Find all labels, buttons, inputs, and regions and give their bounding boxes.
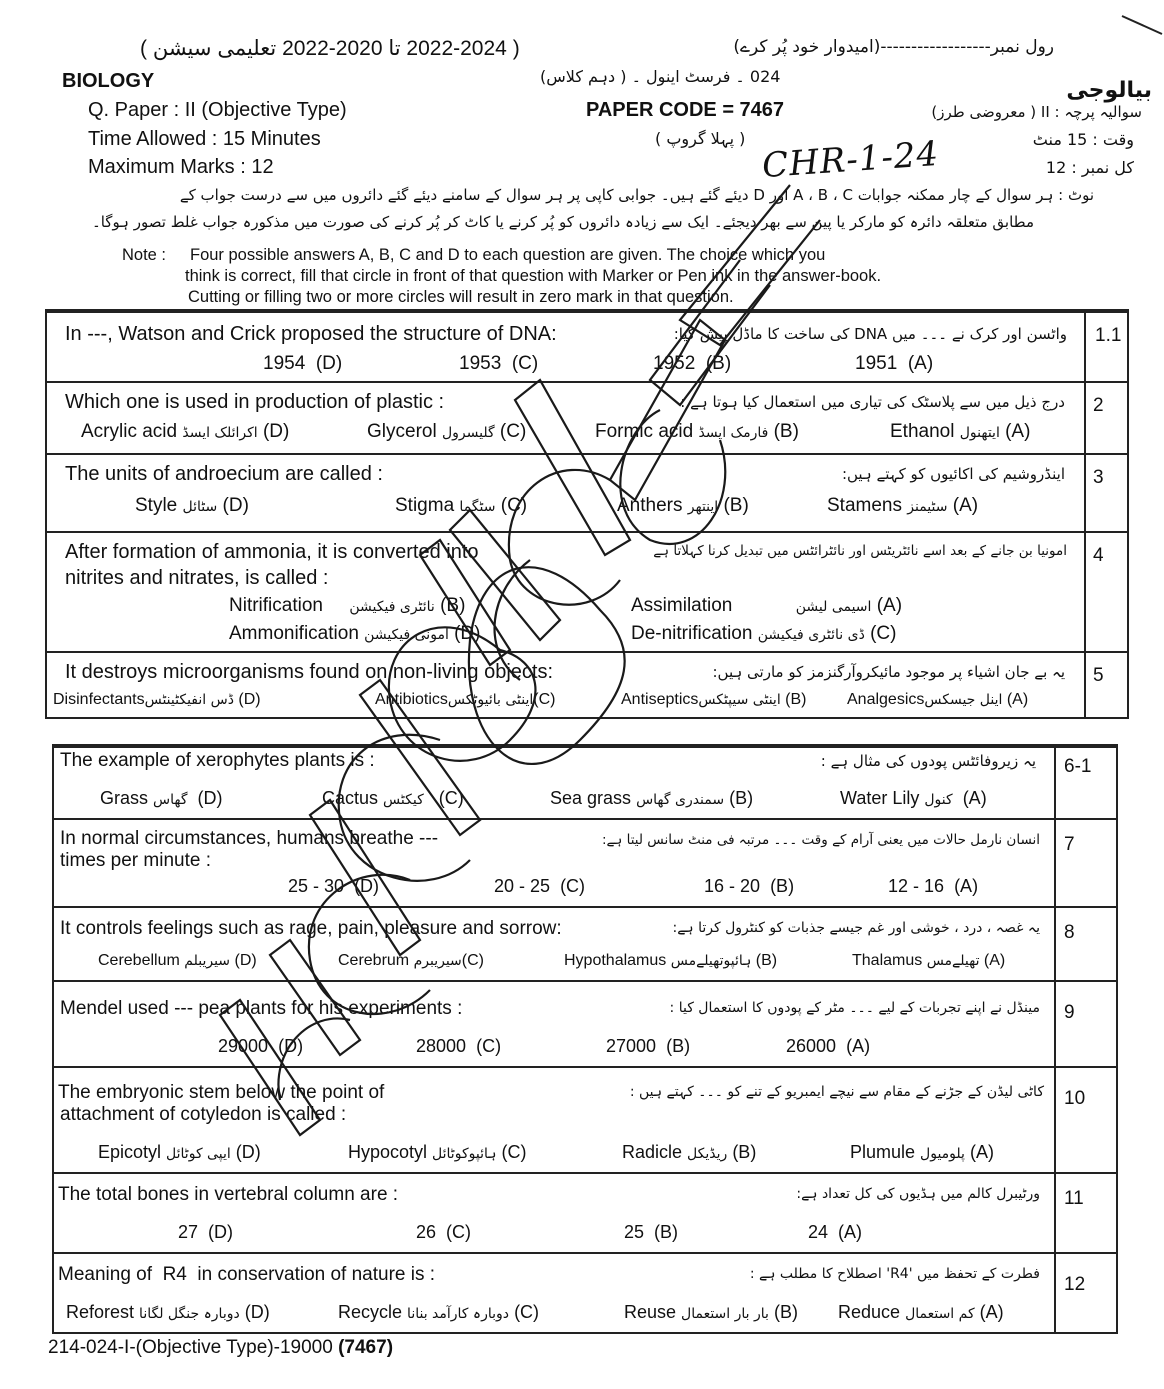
option-b[interactable] — [624, 1302, 798, 1323]
question-text-en: It controls feelings such as rage, pain, pleasure and sorrow: — [60, 918, 562, 939]
option-b-text: Hypothalamus — [564, 952, 667, 969]
option-a[interactable] — [852, 952, 1005, 970]
option-b[interactable] — [653, 353, 731, 375]
options — [54, 1036, 1054, 1060]
option-d-urdu: امونی فیکیشن — [364, 627, 449, 643]
option-b-label: (B) — [666, 1036, 691, 1056]
option-b-label: (B) — [654, 1222, 679, 1242]
question-number: 6-1 — [1064, 756, 1092, 777]
option-b-label: (B) — [723, 495, 749, 516]
question-row-9 — [54, 980, 1116, 1066]
option-a-label: (A) — [952, 495, 979, 516]
question-number: 11 — [1064, 1188, 1084, 1209]
option-b-text: Nitrification — [229, 595, 323, 616]
question-text-en-line2: times per minute : — [60, 850, 211, 871]
paper-en: Q. Paper : II (Objective Type) — [88, 99, 347, 121]
group-urdu: ( پہلا گروپ ) — [655, 129, 746, 148]
option-a-urdu: اسیمی لیشن — [795, 599, 872, 615]
option-d-label: (D) — [234, 952, 257, 969]
option-b[interactable] — [606, 1036, 690, 1057]
option-b-label: (B) — [773, 1302, 798, 1322]
paper-code: PAPER CODE = 7467 — [586, 99, 785, 121]
question-text-en: Mendel used --- pea plants for his experiments : — [60, 998, 463, 1019]
options — [47, 353, 1077, 379]
option-c-text: Cerebrum — [338, 952, 410, 969]
question-row-1 — [47, 311, 1127, 381]
note-en-line2: think is correct, fill that circle in front of that question with Marker or Pen ink in the answer-book. — [185, 267, 882, 285]
question-text-en: The example of xerophytes plants is : — [60, 750, 375, 771]
question-text-ur: فطرت کے تحفظ میں 'R4' اصطلاح کا مطلب ہے : — [749, 1266, 1040, 1282]
option-b[interactable] — [229, 595, 465, 617]
option-c-label: (C) — [501, 1142, 527, 1162]
option-b-label: (B) — [755, 952, 778, 969]
option-c[interactable] — [348, 1142, 526, 1163]
option-a-urdu: ایتھنول — [959, 425, 1000, 441]
option-a-text: Plumule — [850, 1142, 916, 1162]
option-c[interactable] — [631, 623, 896, 645]
option-c[interactable] — [395, 495, 527, 517]
option-a-text: Thalamus — [852, 952, 923, 969]
question-number: 12 — [1064, 1274, 1086, 1295]
option-a-urdu: کنول — [924, 792, 953, 808]
option-c-text: Hypocotyl — [348, 1142, 428, 1162]
question-number: 10 — [1064, 1088, 1086, 1109]
option-a[interactable] — [808, 1222, 862, 1243]
option-d[interactable] — [263, 353, 342, 375]
options — [54, 876, 1054, 900]
options — [54, 1222, 1054, 1246]
note-en-line1: Four possible answers A, B, C and D to each question are given. The choice which you — [190, 246, 826, 264]
option-b-label: (B) — [773, 421, 799, 442]
questions-table-1 — [45, 309, 1129, 719]
option-b[interactable] — [622, 1142, 756, 1163]
question-number: 1.1 — [1095, 325, 1122, 346]
option-c-text: Antibiotics — [375, 691, 448, 708]
question-row-11 — [54, 1172, 1116, 1252]
option-d[interactable] — [229, 623, 481, 645]
option-b-text: Antiseptics — [621, 691, 699, 708]
option-a-label: (A) — [1005, 421, 1031, 442]
option-d[interactable] — [81, 421, 289, 443]
option-a-urdu: پلومیول — [920, 1146, 965, 1162]
options — [54, 952, 1054, 976]
option-b-text: 16 - 20 — [704, 876, 761, 896]
option-d-label: (D) — [238, 691, 261, 708]
option-b-text: Formic acid — [595, 421, 694, 442]
option-b[interactable] — [621, 691, 807, 709]
question-text-ur: یہ غصہ ، درد ، خوشی اور غم جیسے جذبات کو کنٹرول کرتا ہے: — [672, 920, 1040, 936]
option-c-label: (C) — [511, 353, 539, 374]
option-a-label: (A) — [907, 353, 934, 374]
option-c[interactable] — [494, 876, 585, 897]
question-text-ur: یہ بے جان اشیاء پر موجود مائیکروآرگنزمز کو مارتی ہیں: — [712, 663, 1065, 681]
option-d[interactable] — [100, 788, 223, 809]
option-b[interactable] — [704, 876, 794, 897]
options-row-2 — [47, 623, 1077, 649]
session-line — [140, 36, 520, 61]
question-number: 4 — [1093, 545, 1104, 566]
option-d-label: (D) — [315, 353, 343, 374]
option-a-label: (A) — [962, 788, 987, 808]
question-text-ur: واٹسن اور کرک نے ۔۔۔ میں DNA کی ساخت کا ماڈل پیش کیا: — [673, 325, 1067, 343]
option-b-urdu: اینٹی سیپٹکس — [698, 692, 781, 708]
option-d-urdu: سیریبلم — [184, 953, 231, 969]
option-a-text: 1951 — [855, 353, 898, 374]
option-d-urdu: گھاس — [153, 792, 188, 808]
option-a[interactable] — [850, 1142, 994, 1163]
question-row-6 — [54, 746, 1116, 818]
option-a-text: 26000 — [786, 1036, 837, 1056]
option-a-label: (A) — [979, 1302, 1004, 1322]
options — [54, 1142, 1054, 1166]
option-c[interactable] — [416, 1036, 501, 1057]
option-a-urdu: کم استعمال — [905, 1306, 975, 1322]
question-row-3 — [47, 453, 1127, 531]
option-c-label: (C) — [560, 876, 586, 896]
option-c[interactable] — [322, 788, 464, 809]
option-c-label: (C) — [533, 691, 556, 708]
option-b-urdu: ریڈیکل — [687, 1146, 728, 1162]
note-en-line3: Cutting or filling two or more circles will result in zero mark in that question. — [188, 288, 734, 306]
option-a-label: (A) — [876, 595, 903, 616]
option-c[interactable] — [375, 691, 556, 709]
options — [54, 1302, 1054, 1326]
option-a[interactable] — [786, 1036, 870, 1057]
paper-urdu: سوالیہ پرچہ : II ( معروضی طرز) — [931, 103, 1142, 121]
options — [47, 691, 1077, 715]
option-c-text: De-nitrification — [631, 623, 753, 644]
option-b-urdu: ہائپوتھیلےمس — [670, 953, 752, 969]
question-text-en-line1: In normal circumstances, humans breathe --- — [60, 828, 439, 849]
option-a-label: (A) — [838, 1222, 863, 1242]
question-row-2 — [47, 381, 1127, 453]
roll-number-field: رول نمبر------------------(امیدوار خود پُر کرے) — [733, 37, 1054, 57]
option-d-urdu: اکرائلک ایسڈ — [182, 425, 258, 441]
option-c[interactable] — [367, 421, 526, 443]
question-number: 2 — [1093, 395, 1104, 416]
option-b-label: (B) — [440, 595, 466, 616]
option-d[interactable] — [178, 1222, 233, 1243]
marks-en: Maximum Marks : 12 — [88, 156, 274, 178]
question-text-ur: مینڈل نے اپنے تجربات کے لیے ۔۔۔ مٹر کے پودوں کا استعمال کیا : — [669, 1000, 1040, 1016]
option-a-urdu: تھیلےمس — [926, 953, 980, 969]
option-b-text: Reuse — [624, 1302, 677, 1322]
footer-code — [48, 1337, 393, 1359]
option-a-label: (A) — [954, 876, 979, 896]
options-row-1 — [47, 595, 1077, 621]
question-number: 8 — [1064, 922, 1075, 943]
option-b-urdu: سمندری گھاس — [636, 792, 725, 808]
note-en-label: Note : — [122, 246, 167, 264]
option-b-text: 27000 — [606, 1036, 657, 1056]
option-d-text: Acrylic acid — [81, 421, 178, 442]
option-c-text: 26 — [416, 1222, 437, 1242]
handwritten-code: CHR-1-24 — [760, 133, 941, 187]
option-b[interactable] — [617, 495, 749, 517]
option-a-label: (A) — [969, 1142, 994, 1162]
option-c[interactable] — [338, 952, 484, 970]
option-a[interactable] — [888, 876, 978, 897]
option-b-text: 25 — [624, 1222, 645, 1242]
option-c-label: (C) — [870, 623, 897, 644]
option-c-urdu: گلیسرول — [441, 425, 495, 441]
option-b-urdu: نائٹری فیکیشن — [349, 599, 435, 615]
option-b[interactable] — [624, 1222, 678, 1243]
question-text-en-line1: After formation of ammonia, it is converted into — [65, 541, 479, 563]
option-b-urdu: فارمک ایسڈ — [698, 425, 769, 441]
option-c-label: (C) — [500, 495, 528, 516]
question-text-ur: اینڈروشیم کی اکائیوں کو کہتے ہیں: — [841, 465, 1065, 483]
option-b-label: (B) — [785, 691, 807, 708]
time-urdu: وقت : 15 منٹ — [1032, 130, 1134, 149]
question-number: 7 — [1064, 834, 1075, 855]
question-row-7 — [54, 818, 1116, 906]
option-b-text: Anthers — [617, 495, 683, 516]
option-a-text: Water Lily — [840, 788, 920, 808]
option-d-text: 1954 — [263, 353, 306, 374]
question-row-10 — [54, 1066, 1116, 1172]
option-c-urdu: کیکٹس — [383, 792, 424, 808]
marks-urdu: کل نمبر : 12 — [1045, 158, 1134, 177]
option-d-urdu: دوبارہ جنگل لگانا — [139, 1306, 240, 1322]
question-text-en: Which one is used in production of plastic : — [65, 391, 445, 413]
options — [47, 421, 1077, 447]
option-a[interactable] — [631, 595, 902, 617]
option-a-text: Stamens — [827, 495, 902, 516]
option-d-text: Ammonification — [229, 623, 359, 644]
question-text-en-line2: attachment of cotyledon is called : — [60, 1104, 347, 1125]
question-text-ur: امونیا بن جانے کے بعد اسے نائٹریٹس اور نائٹرائٹس میں تبدیل کرنا کہلاتا ہے — [653, 543, 1067, 559]
option-c-text: Glycerol — [367, 421, 437, 442]
option-d-urdu: سٹائل — [182, 499, 218, 515]
question-row-8 — [54, 906, 1116, 980]
option-a-label: (A) — [1006, 691, 1029, 708]
question-number: 5 — [1093, 665, 1104, 686]
footer-code-text: 214-024-I-(Objective Type)-19000 — [48, 1337, 333, 1358]
option-a-text: 24 — [808, 1222, 829, 1242]
option-d-text: Grass — [100, 788, 149, 808]
question-text-ur: ورٹیبرل کالم میں ہڈیوں کی کل تعداد ہے: — [796, 1186, 1040, 1202]
option-d-text: Disinfectants — [53, 691, 145, 708]
question-text-ur: یہ زیروفائٹس پودوں کی مثال ہے : — [820, 752, 1036, 770]
session-text: ( 2022-2024 تا 2020-2022 تعلیمی سیشن ) — [140, 37, 520, 60]
option-d[interactable] — [288, 876, 379, 897]
option-d-urdu: ایپی کوٹائل — [166, 1146, 231, 1162]
option-d-text: Cerebellum — [98, 952, 180, 969]
option-b-label: (B) — [729, 788, 754, 808]
option-c-urdu: دوبارہ کارآمد بنانا — [407, 1306, 510, 1322]
option-b-label: (B) — [770, 876, 795, 896]
option-d-label: (D) — [222, 495, 249, 516]
option-c-text: Cactus — [322, 788, 379, 808]
question-text-ur: درج ذیل میں سے پلاسٹک کی تیاری میں استعمال کیا ہوتا ہے : — [680, 393, 1065, 411]
option-c-text: Recycle — [338, 1302, 403, 1322]
question-text-en: Meaning of R4 in conservation of nature is : — [58, 1264, 436, 1285]
option-d[interactable] — [66, 1302, 270, 1323]
option-a-text: Analgesics — [847, 691, 925, 708]
question-number: 9 — [1064, 1002, 1075, 1023]
option-d[interactable] — [98, 952, 257, 970]
option-b[interactable] — [564, 952, 777, 970]
question-text-en: The units of androecium are called : — [65, 463, 383, 485]
option-a-text: Ethanol — [890, 421, 955, 442]
time-en: Time Allowed : 15 Minutes — [88, 128, 321, 150]
option-d[interactable] — [53, 691, 261, 709]
note-urdu-line1: نوٹ : ہر سوال کے چار ممکنہ جوابات A ، B ، C اور D دیئے گئے ہیں۔ جوابی کاپی پر ہر سوال کے سامنے دیئے گئے دائروں میں سے درست جواب کے — [179, 186, 1094, 204]
option-a[interactable] — [840, 788, 987, 809]
option-c[interactable] — [459, 353, 538, 375]
option-c-text: 1953 — [459, 353, 502, 374]
option-a[interactable] — [838, 1302, 1004, 1323]
question-text-ur: کاٹی لیڈن کے جڑنے کے مقام سے نیچے ایمبریو کے تنے کو ۔۔۔ کہتے ہیں : — [629, 1084, 1044, 1100]
option-d-text: 27 — [178, 1222, 199, 1242]
question-row-4 — [47, 531, 1127, 651]
option-d[interactable] — [98, 1142, 261, 1163]
option-a-text: Reduce — [838, 1302, 901, 1322]
options — [47, 495, 1077, 521]
option-c-label: (C) — [476, 1036, 502, 1056]
option-b-urdu: بار بار استعمال — [681, 1306, 769, 1322]
question-text-en: The total bones in vertebral column are : — [58, 1184, 399, 1205]
question-text-en: In ---, Watson and Crick proposed the structure of DNA: — [65, 323, 557, 345]
option-b-label: (B) — [705, 353, 732, 374]
option-d-label: (D) — [262, 421, 290, 442]
option-c-label: (C) — [438, 788, 464, 808]
option-d-label: (D) — [354, 876, 380, 896]
option-c-label: (C) — [514, 1302, 540, 1322]
option-d-urdu: ڈس انفیکٹینٹس — [144, 692, 234, 708]
option-a-urdu: سٹیمنز — [907, 499, 948, 515]
option-c-urdu: ڈی نائٹری فیکیشن — [757, 627, 865, 643]
option-a-text: 12 - 16 — [888, 876, 945, 896]
option-d-label: (D) — [197, 788, 223, 808]
option-a-text: Assimilation — [631, 595, 733, 616]
class-urdu: 024 ۔ فرسٹ اینول ۔ ( دہم کلاس) — [540, 67, 781, 86]
option-d-label: (D) — [454, 623, 481, 644]
option-c-label: (C) — [461, 952, 485, 969]
option-b-label: (B) — [732, 1142, 757, 1162]
option-c-urdu: اینٹی بائیوٹکس — [447, 692, 534, 708]
corner-mark-icon — [1120, 14, 1164, 38]
question-text-en: It destroys microorganisms found on non-living objects: — [65, 661, 554, 683]
question-text-ur: انسان نارمل حالات میں یعنی آرام کے وقت ۔۔۔ مرتبہ فی منٹ سانس لیتا ہے: — [601, 832, 1040, 848]
subject-en: BIOLOGY — [62, 70, 155, 92]
option-a-label: (A) — [846, 1036, 871, 1056]
option-d[interactable] — [135, 495, 249, 517]
option-c-urdu: ہائپوکوٹائل — [432, 1146, 497, 1162]
option-c-urdu: سیریبرم — [413, 953, 462, 969]
option-d-label: (D) — [244, 1302, 270, 1322]
question-text-en-line1: The embryonic stem below the point of — [58, 1082, 385, 1103]
footer-paper-code: (7467) — [338, 1337, 394, 1358]
option-d[interactable] — [218, 1036, 303, 1057]
question-text-en-line2: nitrites and nitrates, is called : — [65, 567, 329, 589]
option-c[interactable] — [416, 1222, 471, 1243]
question-number: 3 — [1093, 467, 1104, 488]
option-b-text: Sea grass — [550, 788, 632, 808]
option-d-label: (D) — [278, 1036, 304, 1056]
option-d-text: 29000 — [218, 1036, 269, 1056]
option-d-text: 25 - 30 — [288, 876, 345, 896]
option-c-label: (C) — [499, 421, 527, 442]
option-a-label: (A) — [983, 952, 1006, 969]
option-d-text: Style — [135, 495, 178, 516]
option-c-urdu: سٹگما — [459, 499, 496, 515]
option-a[interactable] — [827, 495, 978, 517]
option-c-text: 20 - 25 — [494, 876, 551, 896]
option-a[interactable] — [855, 353, 933, 375]
option-b-urdu: اینتھر — [687, 499, 719, 515]
option-b[interactable] — [550, 788, 753, 809]
option-d-label: (D) — [208, 1222, 234, 1242]
option-a[interactable] — [847, 691, 1028, 709]
option-d-label: (D) — [235, 1142, 261, 1162]
option-c-label: (C) — [446, 1222, 472, 1242]
option-d-text: Reforest — [66, 1302, 135, 1322]
question-row-5 — [47, 651, 1127, 717]
questions-table-2 — [52, 744, 1118, 1334]
option-a-urdu: اینل جیسکس — [924, 692, 1003, 708]
option-c-text: 28000 — [416, 1036, 467, 1056]
option-b[interactable] — [595, 421, 799, 443]
option-b-text: 1952 — [653, 353, 696, 374]
option-c-text: Stigma — [395, 495, 455, 516]
subject-urdu: بیالوجی — [1066, 78, 1152, 103]
options — [54, 788, 1054, 812]
option-b-text: Radicle — [622, 1142, 683, 1162]
question-row-12 — [54, 1252, 1116, 1332]
option-c[interactable] — [338, 1302, 539, 1323]
option-d-text: Epicotyl — [98, 1142, 162, 1162]
option-a[interactable] — [890, 421, 1030, 443]
note-urdu-line2: مطابق متعلقہ دائرہ کو مارکر یا پین سے بھر دیجئے۔ ایک سے زیادہ دائروں کو پُر کرنے یا کاٹ کر پُر کرنے کی صورت میں مذکورہ جواب غلط تصور ہوگا۔ — [91, 213, 1034, 231]
